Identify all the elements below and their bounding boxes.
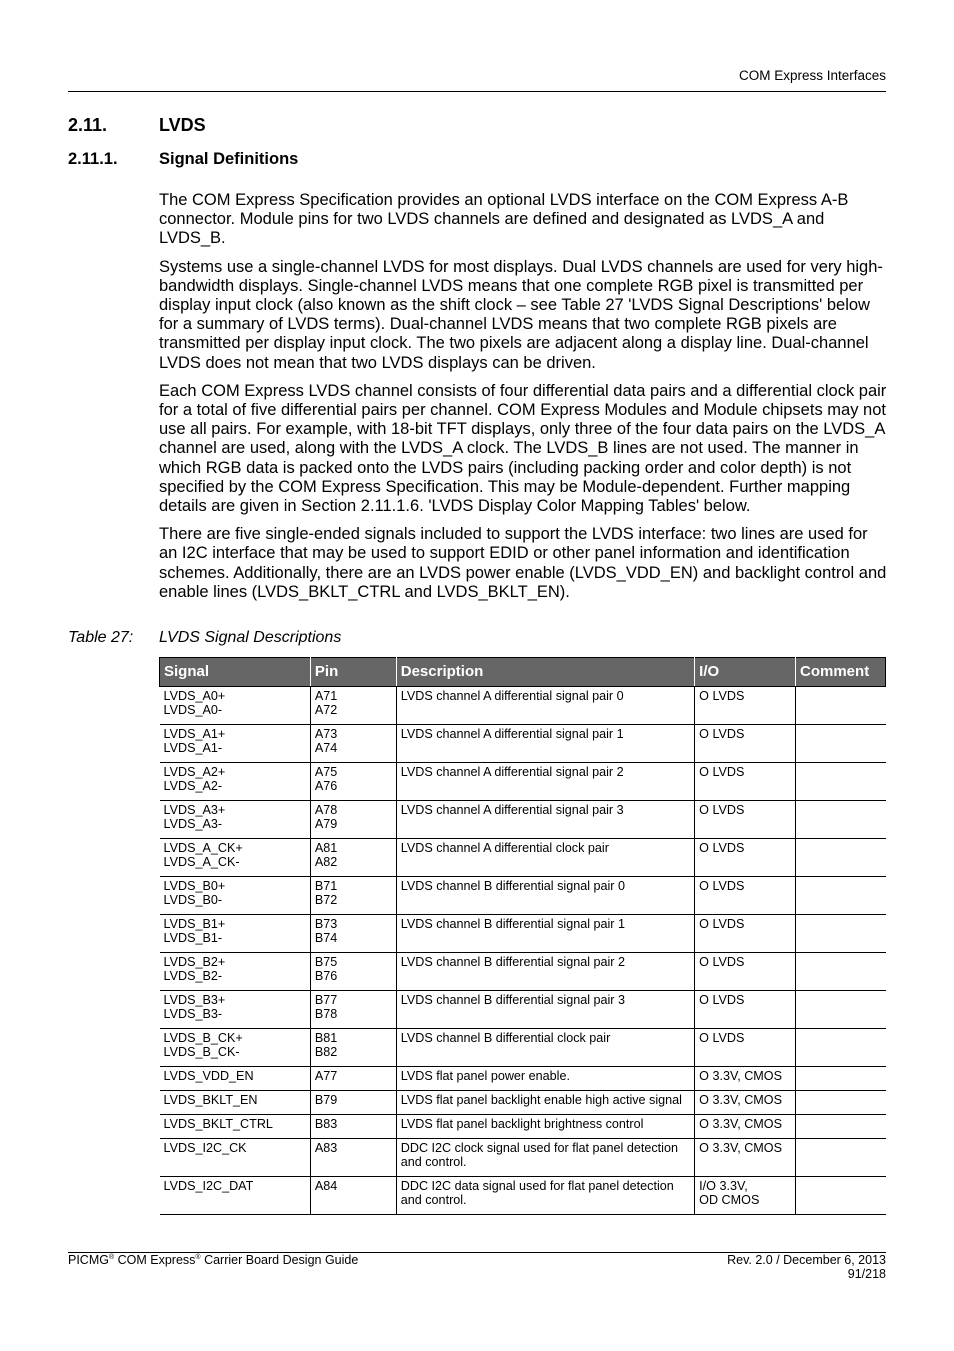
table-row: [160, 839, 886, 877]
signal-cell-line: LVDS_I2C_CK: [163, 1141, 247, 1155]
signal-cell-line: LVDS_B0-: [163, 893, 223, 908]
table-row: [160, 1115, 886, 1139]
signal-cell: [160, 1067, 311, 1091]
signal-cell: [160, 991, 311, 1029]
signal-cell-line: LVDS_A3-: [163, 817, 223, 832]
io-cell: [695, 953, 796, 991]
io-cell: [695, 991, 796, 1029]
lvds-signal-table: [159, 657, 886, 1215]
comment-cell: [796, 725, 886, 763]
pin-cell-line: B76: [314, 969, 338, 984]
pin-cell-line: A79: [314, 817, 338, 832]
table-row: [160, 1067, 886, 1091]
io-cell: [695, 915, 796, 953]
paragraph: The COM Express Specification provides an optional LVDS interface on the COM Express A-B connector. Module pins for two LVDS channels are defined and designated as LVDS_A and LVDS_B.: [159, 191, 849, 248]
signal-cell: [160, 801, 311, 839]
signal-cell: [160, 839, 311, 877]
io-cell: [695, 1029, 796, 1067]
io-cell: [695, 839, 796, 877]
comment-cell: [796, 953, 886, 991]
pin-cell-line: A78: [314, 803, 338, 817]
paragraph: Each COM Express LVDS channel consists of four differential data pairs and a differential clock pair for a total of five differential pairs per channel. COM Express Modules and Module chipsets may not use all pairs. For example, with 18-bit TFT displays, only three of the four data pairs on the LVDS_A channel are used, along with the LVDS_A clock. The LVDS_B lines are not used. The manner in which RGB data is packed onto the LVDS pairs (including packing order and color depth) is not specified by the COM Express Specification. This may be Module-dependent. Further mapping details are given in Section 2.11.1.6. 'LVDS Display Color Mapping Tables' below.: [159, 381, 887, 516]
signal-cell-line: LVDS_B3+: [163, 993, 226, 1007]
description-cell: LVDS channel B differential signal pair 2: [396, 953, 694, 991]
description-cell: LVDS channel B differential clock pair: [396, 1029, 694, 1067]
footer-brand: PICMG: [68, 1253, 109, 1267]
footer-product: COM Express: [114, 1253, 196, 1267]
signal-cell-line: LVDS_B_CK-: [163, 1045, 240, 1060]
footer-document-title: [68, 1253, 358, 1267]
io-cell: [695, 1115, 796, 1139]
pin-cell-line: B72: [314, 893, 338, 908]
signal-cell-line: LVDS_I2C_DAT: [163, 1179, 254, 1193]
pin-cell: [310, 1091, 396, 1115]
io-cell-line: O 3.3V, CMOS: [699, 1141, 782, 1155]
signal-cell: [160, 725, 311, 763]
pin-cell-line: B79: [314, 1093, 338, 1107]
table-caption-label: Table 27:: [68, 629, 134, 646]
pin-cell-line: B74: [314, 931, 338, 946]
signal-cell-line: LVDS_A2-: [163, 779, 223, 794]
pin-cell-line: A83: [314, 1141, 338, 1155]
table-row: [160, 725, 886, 763]
running-header: COM Express Interfaces: [738, 68, 886, 83]
comment-cell: [796, 1177, 886, 1215]
io-cell-line: O LVDS: [699, 689, 745, 703]
table-row: [160, 801, 886, 839]
pin-cell-line: A84: [314, 1179, 338, 1193]
description-cell: LVDS flat panel backlight brightness control: [396, 1115, 694, 1139]
signal-cell-line: LVDS_A0-: [163, 703, 223, 718]
io-cell: [695, 1139, 796, 1177]
signal-cell: [160, 1091, 311, 1115]
io-cell-line: O LVDS: [699, 917, 745, 931]
pin-cell: [310, 915, 396, 953]
io-cell-line: O LVDS: [699, 727, 745, 741]
signal-cell: [160, 953, 311, 991]
io-cell: [695, 763, 796, 801]
io-cell-line: OD CMOS: [699, 1193, 760, 1208]
signal-cell-line: LVDS_B2-: [163, 969, 223, 984]
subsection-number: 2.11.1.: [68, 150, 118, 168]
comment-cell: [796, 687, 886, 725]
pin-cell-line: A81: [314, 841, 338, 855]
table-row: [160, 1177, 886, 1215]
signal-cell-line: LVDS_B0+: [163, 879, 226, 893]
pin-cell-line: A72: [314, 703, 338, 718]
io-cell-line: O 3.3V, CMOS: [699, 1069, 782, 1083]
io-cell-line: O LVDS: [699, 955, 745, 969]
body-text: [159, 191, 889, 611]
column-header-description: Description: [396, 658, 694, 687]
table-row: [160, 763, 886, 801]
table-body: [160, 687, 886, 1215]
description-cell: LVDS flat panel backlight enable high active signal: [396, 1091, 694, 1115]
pin-cell-line: A74: [314, 741, 338, 756]
signal-cell: [160, 1115, 311, 1139]
registered-mark: ®: [108, 1253, 115, 1261]
signal-cell-line: LVDS_BKLT_CTRL: [163, 1117, 273, 1131]
pin-cell-line: B81: [314, 1031, 338, 1045]
description-cell: LVDS channel A differential signal pair 1: [396, 725, 694, 763]
footer-guide-title: Carrier Board Design Guide: [200, 1253, 359, 1267]
table-row: [160, 1139, 886, 1177]
table-row: [160, 953, 886, 991]
header-rule: [68, 91, 886, 92]
signal-cell: [160, 915, 311, 953]
signal-cell: [160, 1139, 311, 1177]
comment-cell: [796, 991, 886, 1029]
description-cell: DDC I2C clock signal used for flat panel detection and control.: [396, 1139, 694, 1177]
signal-cell: [160, 1177, 311, 1215]
signal-cell: [160, 687, 311, 725]
pin-cell-line: A76: [314, 779, 338, 794]
description-cell: LVDS flat panel power enable.: [396, 1067, 694, 1091]
pin-cell: [310, 801, 396, 839]
signal-cell-line: LVDS_VDD_EN: [163, 1069, 254, 1083]
description-cell: LVDS channel A differential signal pair 0: [396, 687, 694, 725]
pin-cell-line: B71: [314, 879, 338, 893]
signal-cell-line: LVDS_A_CK-: [163, 855, 240, 870]
pin-cell-line: A75: [314, 765, 338, 779]
table-row: [160, 877, 886, 915]
table-caption-text: LVDS Signal Descriptions: [159, 629, 342, 646]
io-cell-line: I/O 3.3V,: [699, 1179, 748, 1193]
signal-cell-line: LVDS_A1-: [163, 741, 223, 756]
comment-cell: [796, 839, 886, 877]
io-cell: [695, 687, 796, 725]
signal-cell-line: LVDS_BKLT_EN: [163, 1093, 258, 1107]
pin-cell: [310, 1115, 396, 1139]
column-header-signal: Signal: [160, 658, 311, 687]
pin-cell: [310, 877, 396, 915]
io-cell-line: O 3.3V, CMOS: [699, 1093, 782, 1107]
comment-cell: [796, 1139, 886, 1177]
signal-cell-line: LVDS_A0+: [163, 689, 226, 703]
signal-cell-line: LVDS_B1-: [163, 931, 223, 946]
footer-revision: Rev. 2.0 / December 6, 2013: [727, 1253, 886, 1267]
footer-page-number: 91/218: [847, 1267, 886, 1281]
table-row: [160, 915, 886, 953]
paragraph: There are five single-ended signals included to support the LVDS interface: two lines are used for an I2C interface that may be used to support EDID or other panel information and identification schemes. Additionally, there are an LVDS power enable (LVDS_VDD_EN) and backlight control and enable lines (LVDS_BKLT_CTRL and LVDS_BKLT_EN).: [159, 525, 887, 601]
table-row: [160, 1091, 886, 1115]
comment-cell: [796, 1115, 886, 1139]
io-cell-line: O LVDS: [699, 1031, 745, 1045]
comment-cell: [796, 801, 886, 839]
description-cell: LVDS channel B differential signal pair 3: [396, 991, 694, 1029]
pin-cell-line: A77: [314, 1069, 338, 1083]
io-cell-line: O LVDS: [699, 879, 745, 893]
description-cell: LVDS channel A differential clock pair: [396, 839, 694, 877]
signal-cell-line: LVDS_A1+: [163, 727, 226, 741]
io-cell: [695, 1091, 796, 1115]
pin-cell: [310, 687, 396, 725]
pin-cell: [310, 1029, 396, 1067]
pin-cell-line: B75: [314, 955, 338, 969]
pin-cell: [310, 763, 396, 801]
io-cell: [695, 801, 796, 839]
pin-cell-line: B77: [314, 993, 338, 1007]
table-row: [160, 687, 886, 725]
description-cell: LVDS channel A differential signal pair 3: [396, 801, 694, 839]
io-cell: [695, 1177, 796, 1215]
comment-cell: [796, 1067, 886, 1091]
signal-cell: [160, 877, 311, 915]
section-number: 2.11.: [68, 115, 108, 135]
pin-cell-line: A82: [314, 855, 338, 870]
comment-cell: [796, 1029, 886, 1067]
pin-cell-line: B73: [314, 917, 338, 931]
description-cell: LVDS channel B differential signal pair 0: [396, 877, 694, 915]
description-cell: LVDS channel A differential signal pair 2: [396, 763, 694, 801]
signal-cell-line: LVDS_B1+: [163, 917, 226, 931]
pin-cell: [310, 1067, 396, 1091]
pin-cell: [310, 991, 396, 1029]
signal-cell-line: LVDS_A3+: [163, 803, 226, 817]
io-cell-line: O LVDS: [699, 841, 745, 855]
signal-cell-line: LVDS_B3-: [163, 1007, 223, 1022]
column-header-io: I/O: [695, 658, 796, 687]
column-header-comment: Comment: [796, 658, 886, 687]
signal-cell: [160, 763, 311, 801]
subsection-title: Signal Definitions: [159, 150, 299, 168]
paragraph: Systems use a single-channel LVDS for most displays. Dual LVDS channels are used for very high-bandwidth displays. Single-channel LVDS means that one complete RGB pixel is transmitted per display input clock (also known as the shift clock – see Table 27 'LVDS Signal Descriptions' below for a summary of LVDS terms). Dual-channel LVDS means that two complete RGB pixels are transmitted per display input clock. The two pixels are adjacent along a display line. Dual-channel LVDS does not mean that two LVDS displays can be driven.: [159, 257, 883, 372]
io-cell: [695, 877, 796, 915]
io-cell: [695, 725, 796, 763]
comment-cell: [796, 1091, 886, 1115]
footer-revision-block: [727, 1253, 886, 1281]
table-header-row: [160, 658, 886, 687]
description-cell: DDC I2C data signal used for flat panel detection and control.: [396, 1177, 694, 1215]
table-row: [160, 991, 886, 1029]
io-cell-line: O 3.3V, CMOS: [699, 1117, 782, 1131]
io-cell-line: O LVDS: [699, 993, 745, 1007]
io-cell-line: O LVDS: [699, 803, 745, 817]
pin-cell-line: B83: [314, 1117, 338, 1131]
section-title: LVDS: [159, 115, 206, 135]
comment-cell: [796, 763, 886, 801]
pin-cell: [310, 725, 396, 763]
pin-cell: [310, 1177, 396, 1215]
registered-mark: ®: [195, 1253, 201, 1261]
comment-cell: [796, 877, 886, 915]
signal-cell-line: LVDS_A_CK+: [163, 841, 243, 855]
table-row: [160, 1029, 886, 1067]
pin-cell: [310, 1139, 396, 1177]
signal-cell-line: LVDS_B_CK+: [163, 1031, 243, 1045]
signal-cell-line: LVDS_B2+: [163, 955, 226, 969]
pin-cell-line: B78: [314, 1007, 338, 1022]
signal-cell: [160, 1029, 311, 1067]
comment-cell: [796, 915, 886, 953]
pin-cell-line: A71: [314, 689, 338, 703]
io-cell: [695, 1067, 796, 1091]
pin-cell-line: B82: [314, 1045, 338, 1060]
pin-cell: [310, 839, 396, 877]
description-cell: LVDS channel B differential signal pair 1: [396, 915, 694, 953]
pin-cell-line: A73: [314, 727, 338, 741]
signal-cell-line: LVDS_A2+: [163, 765, 226, 779]
io-cell-line: O LVDS: [699, 765, 745, 779]
column-header-pin: Pin: [310, 658, 396, 687]
pin-cell: [310, 953, 396, 991]
